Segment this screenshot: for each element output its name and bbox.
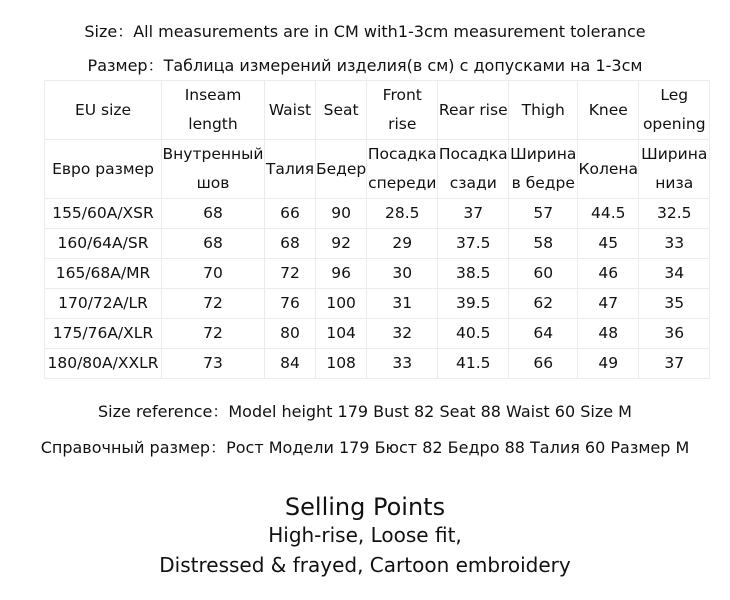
table-cell: 34 [639,259,710,289]
table-cell: 80 [265,319,316,349]
table-cell: 104 [316,319,367,349]
table-cell: 68 [162,199,265,229]
table-cell: 37 [438,199,509,229]
header-cell: Ширина в бедре [509,140,578,199]
table-cell: 33 [639,229,710,259]
table-cell: 62 [509,289,578,319]
table-row [45,259,710,289]
table-cell: 58 [509,229,578,259]
table-cell: 108 [316,349,367,379]
header-cell: Посадка спереди [367,140,438,199]
header-cell: Rear rise [438,81,509,140]
header-cell: Seat [316,81,367,140]
header-cell: EU size [45,81,162,140]
measurement-note-ru: Размер：Таблица измерений изделия(в см) с допусками на 1-3см [87,56,643,75]
table-cell: 96 [316,259,367,289]
table-cell: 32 [367,319,438,349]
table-row [45,349,710,379]
table-row [45,199,710,229]
size-cell: 160/64A/SR [45,229,162,259]
size-reference-en: Size reference：Model height 179 Bust 82 Seat 88 Waist 60 Size M [98,402,632,421]
table-cell: 36 [639,319,710,349]
table-cell: 76 [265,289,316,319]
table-cell: 31 [367,289,438,319]
table-cell: 37.5 [438,229,509,259]
header-cell: Евро размер [45,140,162,199]
size-cell: 165/68A/MR [45,259,162,289]
table-cell: 72 [162,319,265,349]
table-cell: 100 [316,289,367,319]
header-cell: Thigh [509,81,578,140]
table-cell: 28.5 [367,199,438,229]
table-cell: 35 [639,289,710,319]
table-cell: 64 [509,319,578,349]
selling-points-line-1: High-rise, Loose fit, [268,523,462,547]
table-cell: 57 [509,199,578,229]
table-cell: 92 [316,229,367,259]
header-row-en [45,81,710,140]
selling-points-title: Selling Points [284,493,446,521]
size-chart-table [44,80,710,379]
table-cell: 60 [509,259,578,289]
table-cell: 47 [578,289,639,319]
table-cell: 49 [578,349,639,379]
header-cell: Knee [578,81,639,140]
header-cell: Посадка сзади [438,140,509,199]
table-cell: 72 [162,289,265,319]
header-cell: Inseam length [162,81,265,140]
measurement-note-en: Size：All measurements are in CM with1-3cm measurement tolerance [84,22,646,41]
table-cell: 68 [162,229,265,259]
table-cell: 44.5 [578,199,639,229]
table-cell: 32.5 [639,199,710,229]
table-cell: 41.5 [438,349,509,379]
header-cell: Колена [578,140,639,199]
size-cell: 155/60A/XSR [45,199,162,229]
table-cell: 66 [509,349,578,379]
table-row [45,229,710,259]
table-cell: 39.5 [438,289,509,319]
table-cell: 30 [367,259,438,289]
table-row [45,289,710,319]
header-cell: Leg opening [639,81,710,140]
table-cell: 73 [162,349,265,379]
table-cell: 40.5 [438,319,509,349]
header-cell: Front rise [367,81,438,140]
size-reference-ru: Справочный размер：Рост Модели 179 Бюст 82 Бедро 88 Талия 60 Размер M [40,438,690,457]
header-cell: Ширина низа [639,140,710,199]
table-cell: 29 [367,229,438,259]
table-cell: 33 [367,349,438,379]
table-cell: 48 [578,319,639,349]
table-cell: 84 [265,349,316,379]
table-cell: 37 [639,349,710,379]
table-cell: 66 [265,199,316,229]
table-row [45,319,710,349]
table-cell: 70 [162,259,265,289]
size-cell: 180/80A/XXLR [45,349,162,379]
header-row-ru [45,140,710,199]
header-cell: Внутренный шов [162,140,265,199]
table-cell: 72 [265,259,316,289]
size-cell: 170/72A/LR [45,289,162,319]
header-cell: Бедер [316,140,367,199]
header-cell: Талия [265,140,316,199]
table-cell: 46 [578,259,639,289]
size-cell: 175/76A/XLR [45,319,162,349]
table-cell: 38.5 [438,259,509,289]
header-cell: Waist [265,81,316,140]
table-cell: 45 [578,229,639,259]
table-cell: 90 [316,199,367,229]
selling-points-line-2: Distressed & frayed, Cartoon embroidery [159,553,571,577]
table-cell: 68 [265,229,316,259]
